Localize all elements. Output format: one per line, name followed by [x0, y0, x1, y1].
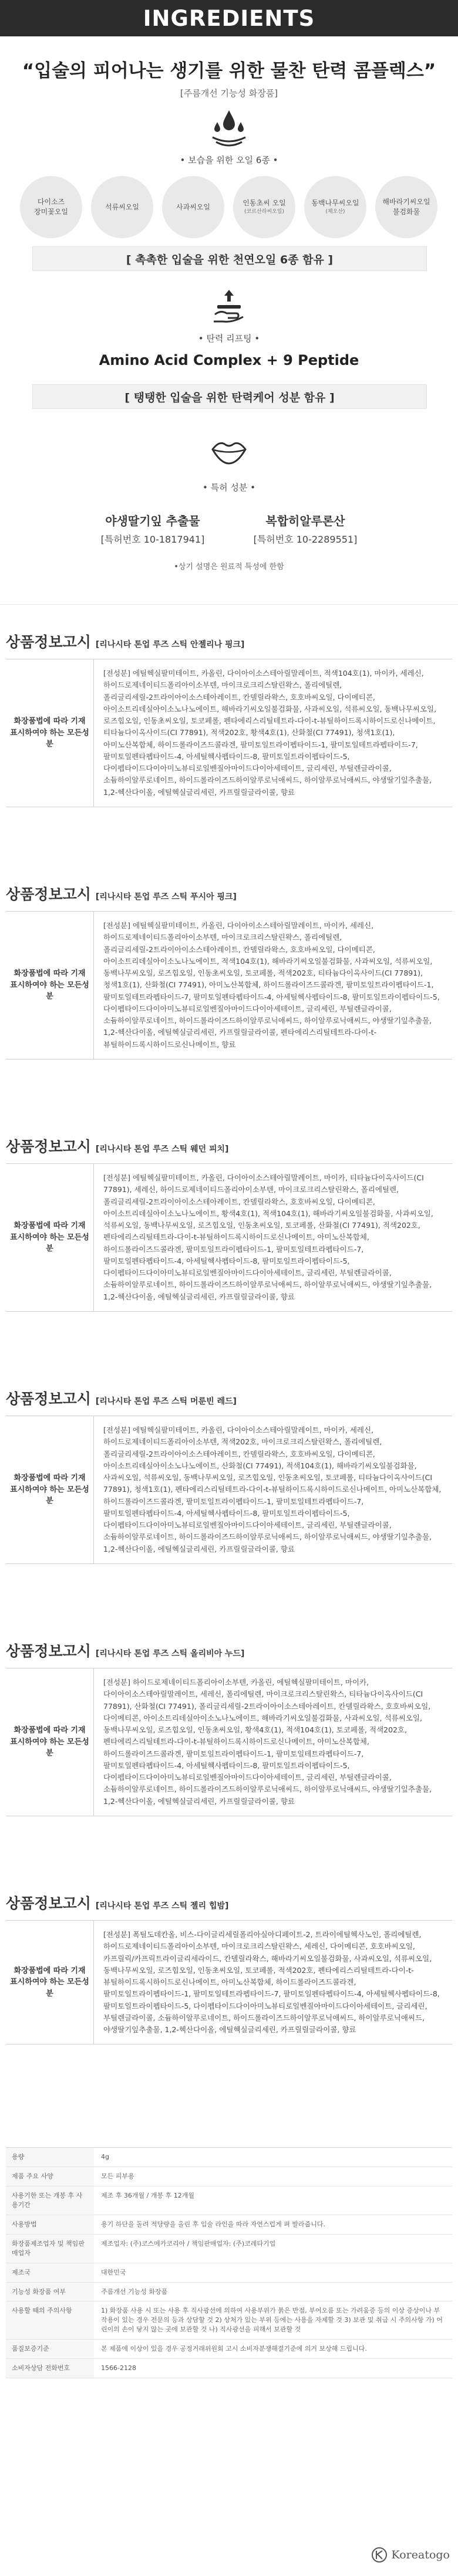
lifting-section-label: • 탄력 리프팅 •: [198, 333, 260, 344]
section-divider: [0, 604, 458, 605]
subheading: [주름개선 기능성 화장품]: [180, 88, 278, 99]
lifting-hand-icon: [209, 286, 249, 326]
brand-mark-icon: [372, 2547, 387, 2563]
oil-item: 인동초씨 오일 (코르산라씨오일): [233, 176, 295, 238]
oils-banner: [ 촉촉한 입술을 위한 천연오일 6종 함유 ]: [32, 246, 427, 271]
table-row: 사용방법 용기 하단을 돌려 적당량을 올린 후 입술 라인을 따라 자연스럽게 펴 발라줍니다.: [6, 2215, 452, 2235]
brand-logo: Koreatogo: [372, 2547, 450, 2563]
patents-section-label: • 특허 성분 •: [203, 482, 255, 493]
headline: “입술의 피어나는 생기를 위한 물찬 탄력 콤플렉스”: [22, 60, 436, 82]
patent-item: 야생딸기잎 추출물 [특허번호 10-1817941]: [100, 514, 205, 545]
spec-table: [6, 2147, 452, 2378]
ingredient-list: [전성분] 에틸헥실팔미테이트, 카올린, 다이아이소스테아릴말레이트, 마이카, 티타늄다이옥사이드(CI 77891), 세레신, 하이드로제네이티드폴리아이소부텐, 마이크로크리스탈린왁스, 폴리에틸렌, 폴리글리세릴-2트라이아이소스테아레이트, 칸델릴라왁스, 호호바씨오일, 다이메티콘, 아이소트리데실아이소노나노에이트, 황색4호(1), 적색104호(1), 해바라기씨오일불검화물, 사과씨오일, 석류씨오일, 동백나무씨오일, 로즈힙오일, 인동초씨오일, 토코페롤, 산화철(CI 77491), 적색202호, 펜타에리스리틸테트라-다이-t-뷰틸하이드록시하이드로신나메이트, 아미노산복합체, 하이드롤라이즈드콜라겐, 팔미토일트라이펩타이드-1, 팔미토일테트라펩타이드-7, 팔미토일펜타펩타이드-4, 아세틸헥사펩타이드-8, 팔미토일트라이펩타이드-5, 다이펩타이드다이아미노뷰티로일벤질아마이드다이아세테이트, 글리세린, 부틸렌글라이콜, 소듐하이알루로네이트, 하이드롤라이즈드하이알루로닉애씨드, 하이알루로닉애씨드, 야생딸기잎추출물, 1,2-헥산다이올, 에틸헥실글리세린, 카프릴릴글라이콜, 향료: [103, 1173, 433, 1301]
oil-item: 해바라기씨오일 불검화물: [375, 176, 437, 238]
table-row: 제조국 대한민국: [6, 2263, 452, 2283]
product-info-block: 상품정보고시 [리나시타 톤업 루즈 스틱 머룬빈 레드] 화장품법에 따라 기재 표시하여야 하는 모든성분 [전성분] 에틸헥실팔미테이트, 카올린, 다이아이소스테아릴말레이트, 마이카, 세레신, 하이드로제네이티드폴리아이소부텐, 적색202호, 마이크로크리스탈린왁스, 폴리에틸렌, 폴리글리세릴-2트라이아이소스테아레이트, 칸델릴라왁스, 호호바씨오일, 다이메티콘, 아이소트리데실아이소노나노에이트, 산화철(CI 77491), 적색104호(1), 해바라기씨오일불검화물, 사과씨오일, 석류씨오일, 동백나무씨오일, 로즈힙오일, 인동초씨오일, 토코페롤, 티타늄다이옥사이드(CI 77891), 청색1호(1), 펜타에리스리틸테트라-다이-t-뷰틸하이드록시하이드로신나메이트, 아미노산복합체, 하이드롤라이즈드콜라겐, 팔미토일트라이펩타이드-1, 팔미토일테트라펩타이드-7, 팔미토일펜타펩타이드-4, 아세틸헥사펩타이드-8, 팔미토일트라이펩타이드-5, 다이펩타이드다이아미노뷰티로일벤질아마이드다이아세테이트, 글리세린, 부틸렌글라이콜, 소듐하이알루로네이트, 하이드롤라이즈드하이알루로닉애씨드, 하이알루로닉애씨드, 야생딸기잎추출물, 1,2-헥산다이올, 에틸헥실글리세린, 카프릴릴글라이콜, 향료: [6, 1387, 452, 1409]
table-row: 사용기한 또는 개봉 후 사용기간 제조 후 36개월 / 개봉 후 12개월: [6, 2186, 452, 2215]
oil-list: [20, 176, 438, 241]
oil-item: 석류씨오일: [91, 176, 153, 238]
table-row: 제품 주요 사양 모든 피부용: [6, 2167, 452, 2186]
ingredient-list: [전성분] 에틸헥실팔미테이트, 카올린, 다이아이소스테아릴말레이트, 마이카, 세레신, 하이드로제네이티드폴리아이소부텐, 마이크로크리스탈린왁스, 폴리에틸렌, 폴리글리세릴-2트라이아이소스테아레이트, 칸델릴라왁스, 호호바씨오일, 다이메티콘, 아이소트리데실아이소노나노에이트, 적색104호(1), 해바라기씨오일불검화물, 사과씨오일, 석류씨오일, 동백나무씨오일, 로즈힙오일, 인동초씨오일, 토코페롤, 적색202호, 티타늄다이옥사이드(CI 77891), 청색1호(1), 산화철(CI 77491), 아미노산복합체, 하이드롤라이즈드콜라겐, 팔미토일트라이펩타이드-1, 팔미토일테트라펩타이드-7, 팔미토일펜타펩타이드-4, 아세틸헥사펩타이드-8, 팔미토일트라이펩타이드-5, 다이펩타이드다이아미노뷰티로일벤질아마이드다이아세테이트, 글리세린, 부틸렌글라이콜, 소듐하이알루로네이트, 하이드롤라이즈드하이알루로닉애씨드, 하이알루로닉애씨드, 야생딸기잎추출물, 1,2-헥산다이올, 에틸헥실글리세린, 카프릴릴글라이콜, 펜타에리스리틸테트라-다이-t-뷰틸하이드록시하이드로신나메이트, 향료: [103, 921, 440, 1049]
table-row: 화장품제조업자 및 책임판매업자 제조업자: (주)코스메카코리아 / 책임판매업자: (주)코레타기업: [6, 2235, 452, 2263]
lifting-ingredient-line: Amino Acid Complex + 9 Peptide: [99, 352, 359, 368]
ingredient-list: [전성분] 하이드로제네이티드폴리아이소부텐, 카올린, 에틸헥실팔미테이트, 마이카, 다이아이소스테아릴말레이트, 세레신, 폴리에틸렌, 마이크로크리스탈린왁스, 티타늄다이옥사이드(CI 77891), 산화철(CI 77491), 폴리글리세릴-2트라이아이소스테아레이트, 칸델릴라왁스, 호호바씨오일, 다이메티콘, 아이소트리데실아이소노나노에이트, 해바라기씨오일불검화물, 사과씨오일, 석류씨오일, 동백나무씨오일, 로즈힙오일, 인동초씨오일, 황색4호(1), 적색104호(1), 토코페롤, 적색202호, 펜타에리스리틸테트라-다이-t-뷰틸하이드록시하이드로신나메이트, 아미노산복합체, 하이드롤라이즈드콜라겐, 팔미토일트라이펩타이드-1, 팔미토일테트라펩타이드-7, 팔미토일펜타펩타이드-4, 아세틸헥사펩타이드-8, 팔미토일트라이펩타이드-5, 다이펩타이드다이아미노뷰티로일벤질아마이드다이아세테이트, 글리세린, 부틸렌글라이콜, 소듐하이알루로네이트, 하이드롤라이즈드하이알루로닉애씨드, 하이알루로닉애씨드, 야생딸기잎추출물, 1,2-헥산다이올, 에틸헥실글리세린, 카프릴릴글라이콜, 향료: [103, 1678, 432, 1806]
oil-item: 사과씨오일: [162, 176, 224, 238]
product-info-block: 상품정보고시 [리나시타 톤업 루즈 스틱 젤리 힙밤] 화장품법에 따라 기재 표시하여야 하는 모든성분 [전성분] 폭틸도데칸올, 비스-다이글리세릴폴리아실아디페이트-2, 트라이에틸헥사노인, 폴리에틸렌, 하이드로제네이티드폴리아이소부텐, 마이크로크리스탈린왁스, 세레신, 다이메티콘, 호호바씨오일, 카프릴릭/카프릭트라이글리세라이드, 칸델릴라왁스, 해바라기씨오일불검화물, 사과씨오일, 석류씨오일, 동백나무씨오일, 로즈힙오일, 인동초씨오일, 토코페롤, 적색202호, 펜타에리스리틸테트라-다이-t-뷰틸하이드록시하이드로신나메이트, 아미노산복합체, 하이드롤라이즈드콜라겐, 팔미토일트라이펩타이드-1, 팔미토일테트라펩타이드-7, 팔미토일펜타펩타이드-4, 아세틸헥사펩타이드-8, 팔미토일트라이펩타이드-5, 다이펩타이드다이아미노뷰티로일벤질아마이드다이아세테이트, 글리세린, 부틸렌글라이콜, 소듐하이알루로네이트, 하이드롤라이즈드하이알루로닉애씨드, 하이알루로닉애씨드, 야생딸기잎추출물, 1,2-헥산다이올, 에틸헥실글리세린, 카프릴릴글라이콜, 향료: [6, 1892, 452, 1913]
oil-item: 동백나무씨오일 (체오산): [304, 176, 366, 238]
ingredient-list: [전성분] 에틸헥실팔미테이트, 카올린, 다이아이소스테아릴말레이트, 적색104호(1), 마이카, 세레신, 하이드로제네이티드폴리아이소부텐, 마이크로크리스탈린왁스, 폴리에틸렌, 폴리글리세릴-2트라이아이소스테아레이트, 칸델릴라왁스, 호호바씨오일, 다이메티콘, 아이소트리데실아이소노나노에이트, 해바라기씨오일불검화물, 사과씨오일, 석류씨오일, 동백나무씨오일, 로즈힙오일, 인동초씨오일, 토코페롤, 펜타에리스리틸테트라-다이-t-뷰틸하이드록시하이드로신나메이트, 티타늄다이옥사이드(CI 77891), 적색202호, 황색4호(1), 산화철(CI 77491), 청색1호(1), 아미노산복합체, 하이드롤라이즈드콜라겐, 팔미토일트라이펩타이드-1, 팔미토일테트라펩타이드-7, 팔미토일펜타펩타이드-4, 아세틸헥사펩타이드-8, 팔미토일트라이펩타이드-5, 다이펩타이드다이아미노뷰티로일벤질아마이드다이아세테이트, 글리세린, 부틸렌글라이콜, 소듐하이알루로네이트, 하이드롤라이즈드하이알루로닉애씨드, 하이알루로닉애씨드, 야생딸기잎추출물, 1,2-헥산다이올, 에틸헥실글리세린, 카프릴릴글라이콜, 향료: [103, 669, 437, 797]
page-title: INGREDIENTS: [143, 5, 315, 31]
lips-icon: [209, 434, 249, 469]
patents-note: •상기 설명은 원료적 특성에 한함: [174, 563, 284, 571]
product-info-block: 상품정보고시 [리나시타 톤업 루즈 스틱 올리비아 누드] 화장품법에 따라 기재 표시하여야 하는 모든성분 [전성분] 하이드로제네이티드폴리아이소부텐, 카올린, 에틸헥실팔미테이트, 마이카, 다이아이소스테아릴말레이트, 세레신, 폴리에틸렌, 마이크로크리스탈린왁스, 티타늄다이옥사이드(CI 77891), 산화철(CI 77491), 폴리글리세릴-2트라이아이소스테아레이트, 칸델릴라왁스, 호호바씨오일, 다이메티콘, 아이소트리데실아이소노나노에이트, 해바라기씨오일불검화물, 사과씨오일, 석류씨오일, 동백나무씨오일, 로즈힙오일, 인동초씨오일, 황색4호(1), 적색104호(1), 토코페롤, 적색202호, 펜타에리스리틸테트라-다이-t-뷰틸하이드록시하이드로신나메이트, 아미노산복합체, 하이드롤라이즈드콜라겐, 팔미토일트라이펩타이드-1, 팔미토일테트라펩타이드-7, 팔미토일펜타펩타이드-4, 아세틸헥사펩타이드-8, 팔미토일트라이펩타이드-5, 다이펩타이드다이아미노뷰티로일벤질아마이드다이아세테이트, 글리세린, 부틸렌글라이콜, 소듐하이알루로네이트, 하이드롤라이즈드하이알루로닉애씨드, 하이알루로닉애씨드, 야생딸기잎추출물, 1,2-헥산다이올, 에틸헥실글리세린, 카프릴릴글라이콜, 향료: [6, 1640, 452, 1661]
product-info-block: 상품정보고시 [리나시타 톤업 루즈 스틱 안젤리나 핑크] 화장품법에 따라 기재 표시하여야 하는 모든성분 [전성분] 에틸헥실팔미테이트, 카올린, 다이아이소스테아릴말레이트, 적색104호(1), 마이카, 세레신, 하이드로제네이티드폴리아이소부텐, 마이크로크리스탈린왁스, 폴리에틸렌, 폴리글리세릴-2트라이아이소스테아레이트, 칸델릴라왁스, 호호바씨오일, 다이메티콘, 아이소트리데실아이소노나노에이트, 해바라기씨오일불검화물, 사과씨오일, 석류씨오일, 동백나무씨오일, 로즈힙오일, 인동초씨오일, 토코페롤, 펜타에리스리틸테트라-다이-t-뷰틸하이드록시하이드로신나메이트, 티타늄다이옥사이드(CI 77891), 적색202호, 황색4호(1), 산화철(CI 77491), 청색1호(1), 아미노산복합체, 하이드롤라이즈드콜라겐, 팔미토일트라이펩타이드-1, 팔미토일테트라펩타이드-7, 팔미토일펜타펩타이드-4, 아세틸헥사펩타이드-8, 팔미토일트라이펩타이드-5, 다이펩타이드다이아미노뷰티로일벤질아마이드다이아세테이트, 글리세린, 부틸렌글라이콜, 소듐하이알루로네이트, 하이드롤라이즈드하이알루로닉애씨드, 하이알루로닉애씨드, 야생딸기잎추출물, 1,2-헥산다이올, 에틸헥실글리세린, 카프릴릴글라이콜, 향료: [6, 631, 452, 652]
ingredient-list: [전성분] 폭틸도데칸올, 비스-다이글리세릴폴리아실아디페이트-2, 트라이에틸헥사노인, 폴리에틸렌, 하이드로제네이티드폴리아이소부텐, 마이크로크리스탈린왁스, 세레신, 다이메티콘, 호호바씨오일, 카프릴릭/카프릭트라이글리세라이드, 칸델릴라왁스, 해바라기씨오일불검화물, 사과씨오일, 석류씨오일, 동백나무씨오일, 로즈힙오일, 인동초씨오일, 토코페롤, 적색202호, 펜타에리스리틸테트라-다이-t-뷰틸하이드록시하이드로신나메이트, 아미노산복합체, 하이드롤라이즈드콜라겐, 팔미토일트라이펩타이드-1, 팔미토일테트라펩타이드-7, 팔미토일펜타펩타이드-4, 아세틸헥사펩타이드-8, 팔미토일트라이펩타이드-5, 다이펩타이드다이아미노뷰티로일벤질아마이드다이아세테이트, 글리세린, 부틸렌글라이콜, 소듐하이알루로네이트, 하이드롤라이즈드하이알루로닉애씨드, 하이알루로닉애씨드, 야생딸기잎추출물, 1,2-헥산다이올, 에틸헥실글리세린, 카프릴릴글라이콜, 향료: [103, 1930, 440, 2034]
lifting-banner: [ 탱탱한 입술을 위한 탄력케어 성분 함유 ]: [32, 384, 427, 409]
page-header: [0, 0, 458, 36]
oils-section-label: • 보습을 위한 오일 6종 •: [180, 155, 278, 165]
table-row: 사용할 때의 주의사항 1) 화장품 사용 시 또는 사용 후 직사광선에 의하여 사용부위가 붉은 반점, 부어오름 또는 가려움증 등의 이상 증상이나 부작용이 있는 경우 전문의 등과 상담할 것 2) 상처가 있는 부위 등에는 사용을 자제할 것 3) 보관 및 취급 시 주의사항 가) 어린이의 손이 닿지 않는 곳에 보관할 것 나) 직사광선을 피해서 보관할 것: [6, 2301, 452, 2340]
patent-item: 복합히알루론산 [특허번호 10-2289551]: [253, 514, 358, 545]
table-row: 기능성 화장품 여부 주름개선 기능성 화장품: [6, 2283, 452, 2302]
table-row: 소비자상담 전화번호 1566-2128: [6, 2359, 452, 2378]
product-info-block: 상품정보고시 [리나시타 톤업 루즈 스틱 웨던 피치] 화장품법에 따라 기재 표시하여야 하는 모든성분 [전성분] 에틸헥실팔미테이트, 카올린, 다이아이소스테아릴말레이트, 마이카, 티타늄다이옥사이드(CI 77891), 세레신, 하이드로제네이티드폴리아이소부텐, 마이크로크리스탈린왁스, 폴리에틸렌, 폴리글리세릴-2트라이아이소스테아레이트, 칸델릴라왁스, 호호바씨오일, 다이메티콘, 아이소트리데실아이소노나노에이트, 황색4호(1), 적색104호(1), 해바라기씨오일불검화물, 사과씨오일, 석류씨오일, 동백나무씨오일, 로즈힙오일, 인동초씨오일, 토코페롤, 산화철(CI 77491), 적색202호, 펜타에리스리틸테트라-다이-t-뷰틸하이드록시하이드로신나메이트, 아미노산복합체, 하이드롤라이즈드콜라겐, 팔미토일트라이펩타이드-1, 팔미토일테트라펩타이드-7, 팔미토일펜타펩타이드-4, 아세틸헥사펩타이드-8, 팔미토일트라이펩타이드-5, 다이펩타이드다이아미노뷰티로일벤질아마이드다이아세테이트, 글리세린, 부틸렌글라이콜, 소듐하이알루로네이트, 하이드롤라이즈드하이알루로닉애씨드, 하이알루로닉애씨드, 야생딸기잎추출물, 1,2-헥산다이올, 에틸헥실글리세린, 카프릴릴글라이콜, 향료: [6, 1135, 452, 1156]
table-row: 품질보증기준 본 제품에 이상이 있을 경우 공정거래위원회 고시 소비자분쟁해결기준에 의거 보상해 드립니다.: [6, 2340, 452, 2359]
ingredient-list: [전성분] 에틸헥실팔미테이트, 카올린, 다이아이소스테아릴말레이트, 마이카, 세레신, 하이드로제네이티드폴리아이소부텐, 적색202호, 마이크로크리스탈린왁스, 폴리에틸렌, 폴리글리세릴-2트라이아이소스테아레이트, 칸델릴라왁스, 호호바씨오일, 다이메티콘, 아이소트리데실아이소노나노에이트, 산화철(CI 77491), 적색104호(1), 해바라기씨오일불검화물, 사과씨오일, 석류씨오일, 동백나무씨오일, 로즈힙오일, 인동초씨오일, 토코페롤, 티타늄다이옥사이드(CI 77891), 청색1호(1), 펜타에리스리틸테트라-다이-t-뷰틸하이드록시하이드로신나메이트, 아미노산복합체, 하이드롤라이즈드콜라겐, 팔미토일트라이펩타이드-1, 팔미토일테트라펩타이드-7, 팔미토일펜타펩타이드-4, 아세틸헥사펩타이드-8, 팔미토일트라이펩타이드-5, 다이펩타이드다이아미노뷰티로일벤질아마이드다이아세테이트, 글리세린, 부틸렌글라이콜, 소듐하이알루로네이트, 하이드롤라이즈드하이알루로닉애씨드, 하이알루로닉애씨드, 야생딸기잎추출물, 1,2-헥산다이올, 에틸헥실글리세린, 카프릴릴글라이콜, 향료: [103, 1426, 442, 1553]
oil-drops-icon: [209, 108, 249, 149]
table-row: 용량 4g: [6, 2148, 452, 2167]
oil-item: 다이소즈 장미꽃오일: [20, 176, 82, 238]
product-info-block: 상품정보고시 [리나시타 톤업 루즈 스틱 푸시아 핑크] 화장품법에 따라 기재 표시하여야 하는 모든성분 [전성분] 에틸헥실팔미테이트, 카올린, 다이아이소스테아릴말레이트, 마이카, 세레신, 하이드로제네이티드폴리아이소부텐, 마이크로크리스탈린왁스, 폴리에틸렌, 폴리글리세릴-2트라이아이소스테아레이트, 칸델릴라왁스, 호호바씨오일, 다이메티콘, 아이소트리데실아이소노나노에이트, 적색104호(1), 해바라기씨오일불검화물, 사과씨오일, 석류씨오일, 동백나무씨오일, 로즈힙오일, 인동초씨오일, 토코페롤, 적색202호, 티타늄다이옥사이드(CI 77891), 청색1호(1), 산화철(CI 77491), 아미노산복합체, 하이드롤라이즈드콜라겐, 팔미토일트라이펩타이드-1, 팔미토일테트라펩타이드-7, 팔미토일펜타펩타이드-4, 아세틸헥사펩타이드-8, 팔미토일트라이펩타이드-5, 다이펩타이드다이아미노뷰티로일벤질아마이드다이아세테이트, 글리세린, 부틸렌글라이콜, 소듐하이알루로네이트, 하이드롤라이즈드하이알루로닉애씨드, 하이알루로닉애씨드, 야생딸기잎추출물, 1,2-헥산다이올, 에틸헥실글리세린, 카프릴릴글라이콜, 펜타에리스리틸테트라-다이-t-뷰틸하이드록시하이드로신나메이트, 향료: [6, 883, 452, 904]
